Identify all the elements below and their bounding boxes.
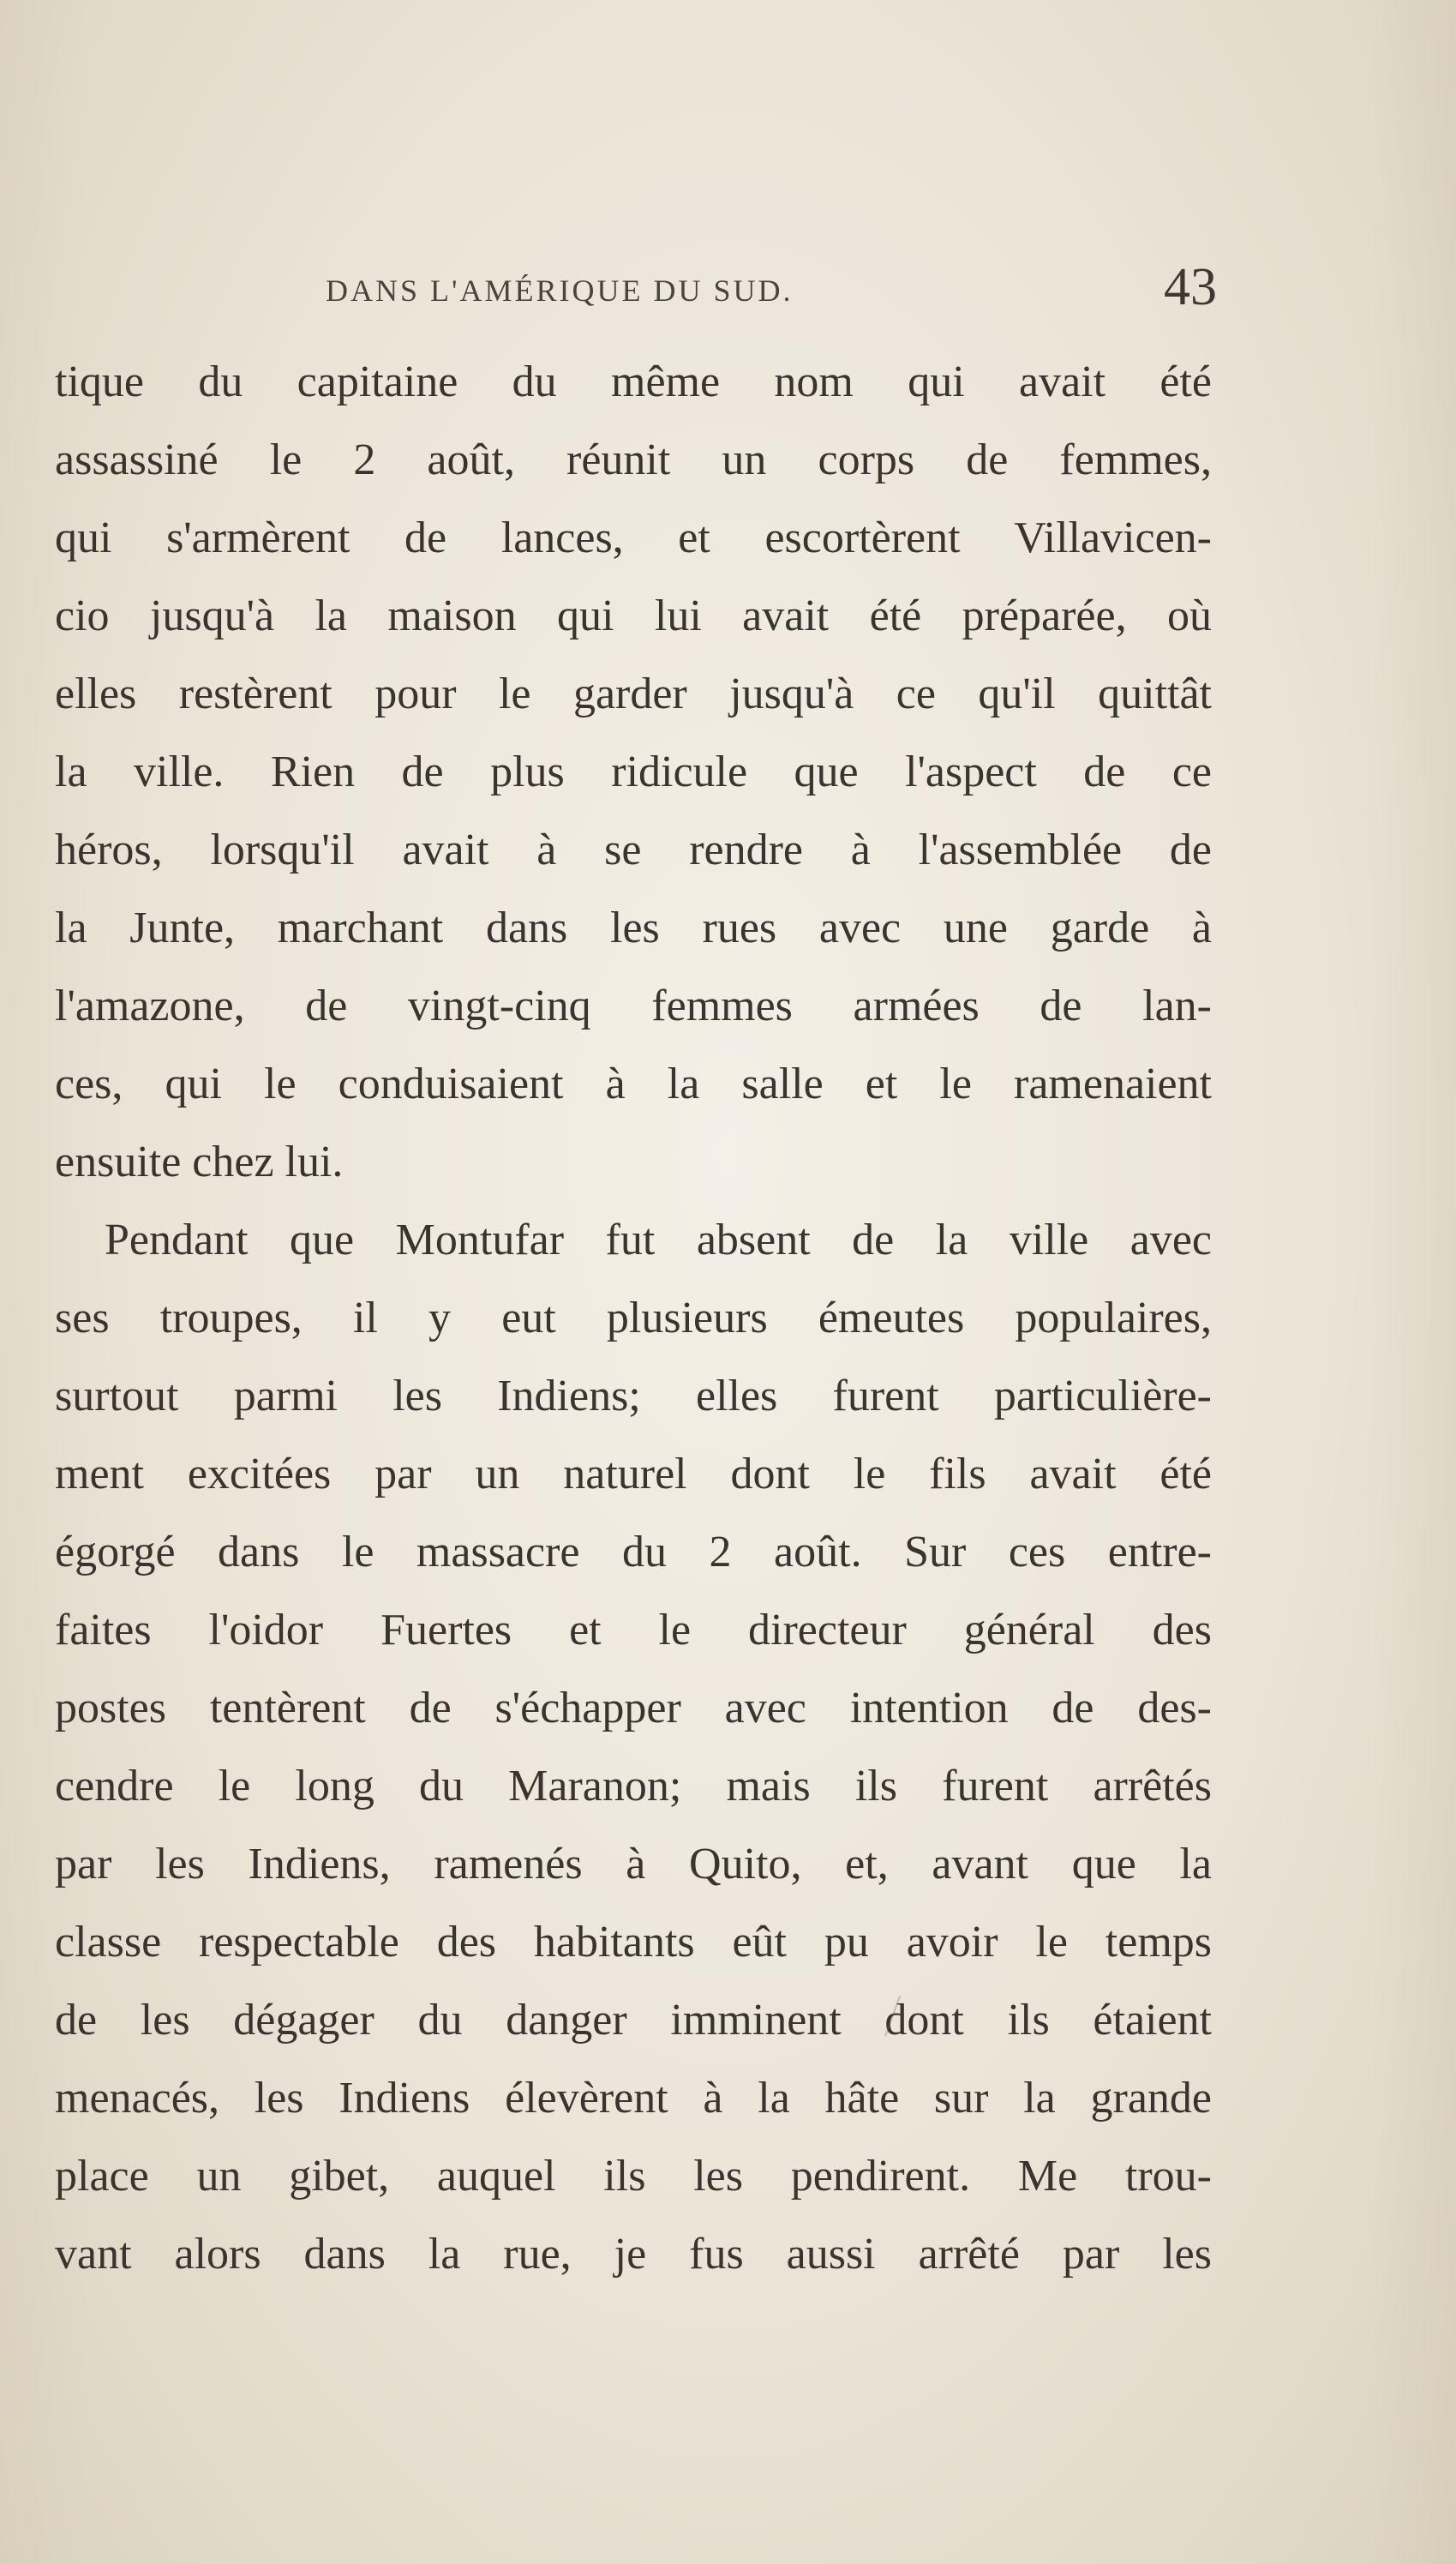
text-line: assassiné le 2 août, réunit un corps de femmes, xyxy=(55,435,1212,484)
text-line: postes tentèrent de s'échapper avec intention de des- xyxy=(55,1684,1212,1732)
page-header xyxy=(326,257,1217,326)
running-head: DANS L'AMÉRIQUE DU SUD. xyxy=(326,273,794,308)
text-line: classe respectable des habitants eût pu avoir le temps xyxy=(55,1918,1212,1967)
text-line: ensuite chez lui. xyxy=(55,1138,344,1186)
text-line: ces, qui le conduisaient à la salle et le ramenaient xyxy=(55,1060,1212,1108)
text-line: menacés, les Indiens élevèrent à la hâte sur la grande xyxy=(55,2074,1212,2123)
text-line: cendre le long du Maranon; mais ils furent arrêtés xyxy=(55,1762,1212,1810)
text-line: égorgé dans le massacre du 2 août. Sur ces entre- xyxy=(55,1528,1212,1576)
text-line: Pendant que Montufar fut absent de la ville avec xyxy=(105,1216,1212,1264)
text-line: ment excitées par un naturel dont le fils avait été xyxy=(55,1450,1212,1498)
text-line: place un gibet, auquel ils les pendirent. Me trou- xyxy=(55,2152,1212,2201)
text-line: vant alors dans la rue, je fus aussi arrêté par les xyxy=(55,2230,1212,2279)
text-line: surtout parmi les Indiens; elles furent particulière- xyxy=(55,1372,1212,1420)
page-number: 43 xyxy=(1164,258,1217,316)
text-line: la Junte, marchant dans les rues avec une garde à xyxy=(55,904,1212,952)
text-line: héros, lorsqu'il avait à se rendre à l'assemblée de xyxy=(55,826,1212,874)
text-line: ses troupes, il y eut plusieurs émeutes populaires, xyxy=(55,1294,1212,1342)
text-line: faites l'oidor Fuertes et le directeur général des xyxy=(55,1606,1212,1654)
text-line: la ville. Rien de plus ridicule que l'aspect de ce xyxy=(55,748,1212,796)
text-line: qui s'armèrent de lances, et escortèrent Villavicen- xyxy=(55,513,1212,562)
text-line: de les dégager du danger imminent dont ils étaient xyxy=(55,1996,1212,2045)
text-line: cio jusqu'à la maison qui lui avait été préparée, où xyxy=(55,591,1212,640)
text-line: l'amazone, de vingt-cinq femmes armées de lan- xyxy=(55,982,1212,1030)
text-line: elles restèrent pour le garder jusqu'à ce qu'il quittât xyxy=(55,670,1212,718)
text-line: tique du capitaine du même nom qui avait été xyxy=(55,357,1212,406)
body-text xyxy=(55,343,1212,2293)
text-line: par les Indiens, ramenés à Quito, et, avant que la xyxy=(55,1840,1212,1888)
